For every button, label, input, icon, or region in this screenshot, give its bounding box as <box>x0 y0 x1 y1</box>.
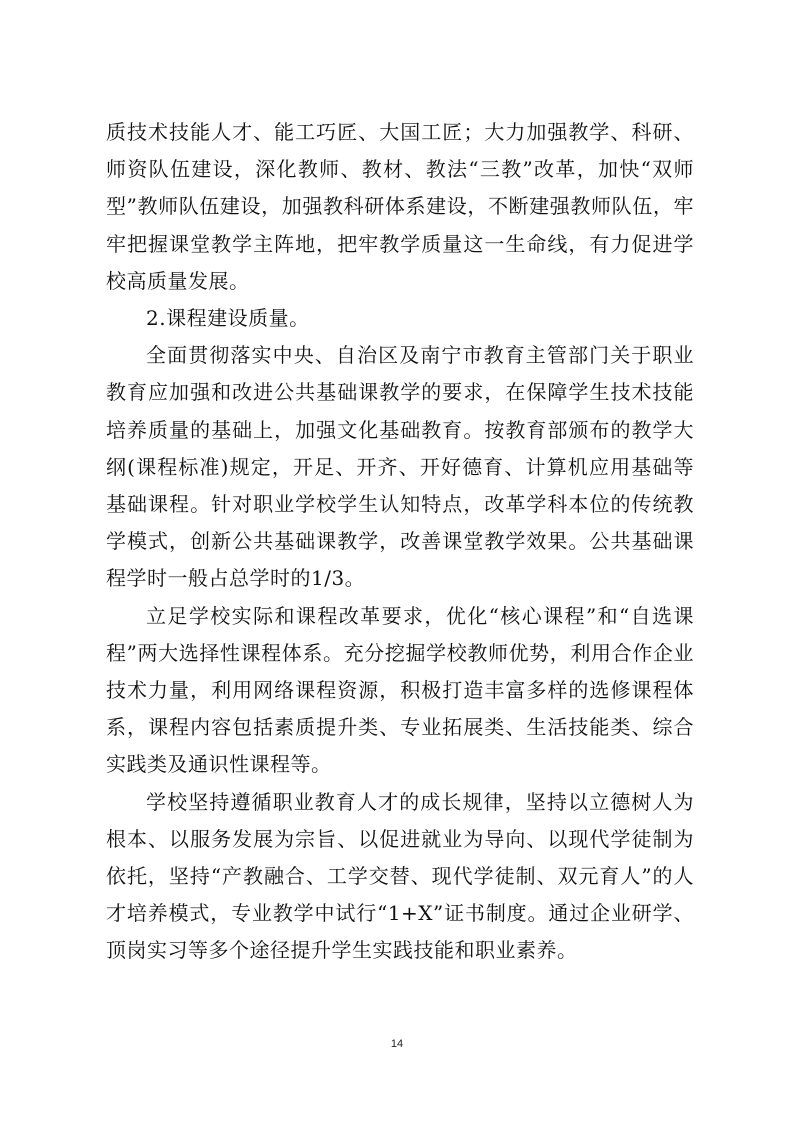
paragraph-training-model: 学校坚持遵循职业教育人才的成长规律，坚持以立德树人为根本、以服务发展为宗旨、以促进就业为导向、以现代学徒制为依托，坚持“产教融合、工学交替、现代学徒制、双元育人”的人才培养模式，专业教学中试行“1+X”证书制度。通过企业研学、顶岗实习等多个途径提升学生实践技能和职业素养。 <box>106 789 694 963</box>
body-text <box>106 114 694 970</box>
section-heading: 2.课程建设质量。 <box>146 306 310 331</box>
paragraph-course-system: 立足学校实际和课程改革要求，优化“核心课程”和“自选课程”两大选择性课程体系。充分挖掘学校教师优势，利用合作企业技术力量，利用网络课程资源，积极打造丰富多样的选修课程体系，课程内容包括素质提升类、专业拓展类、生活技能类、综合实践类及通识性课程等。 <box>106 603 694 777</box>
paragraph-continuation: 质技术技能人才、能工巧匠、大国工匠；大力加强教学、科研、师资队伍建设，深化教师、教材、教法“三教”改革，加快“双师型”教师队伍建设，加强教科研体系建设，不断建强教师队伍，牢牢把握课堂教学主阵地，把牢教学质量这一生命线，有力促进学校高质量发展。 <box>106 120 694 293</box>
page-number: 14 <box>390 1038 404 1050</box>
paragraph-public-courses: 全面贯彻落实中央、自治区及南宁市教育主管部门关于职业教育应加强和改进公共基础课教学的要求，在保障学生技术技能培养质量的基础上，加强文化基础教育。按教育部颁布的教学大纲(课程标准)规定，开足、开齐、开好德育、计算机应用基础等基础课程。针对职业学校学生认知特点，改革学科本位的传统教学模式，创新公共基础课教学，改善课堂教学效果。公共基础课程学时一般占总学时的1/3。 <box>106 343 694 591</box>
